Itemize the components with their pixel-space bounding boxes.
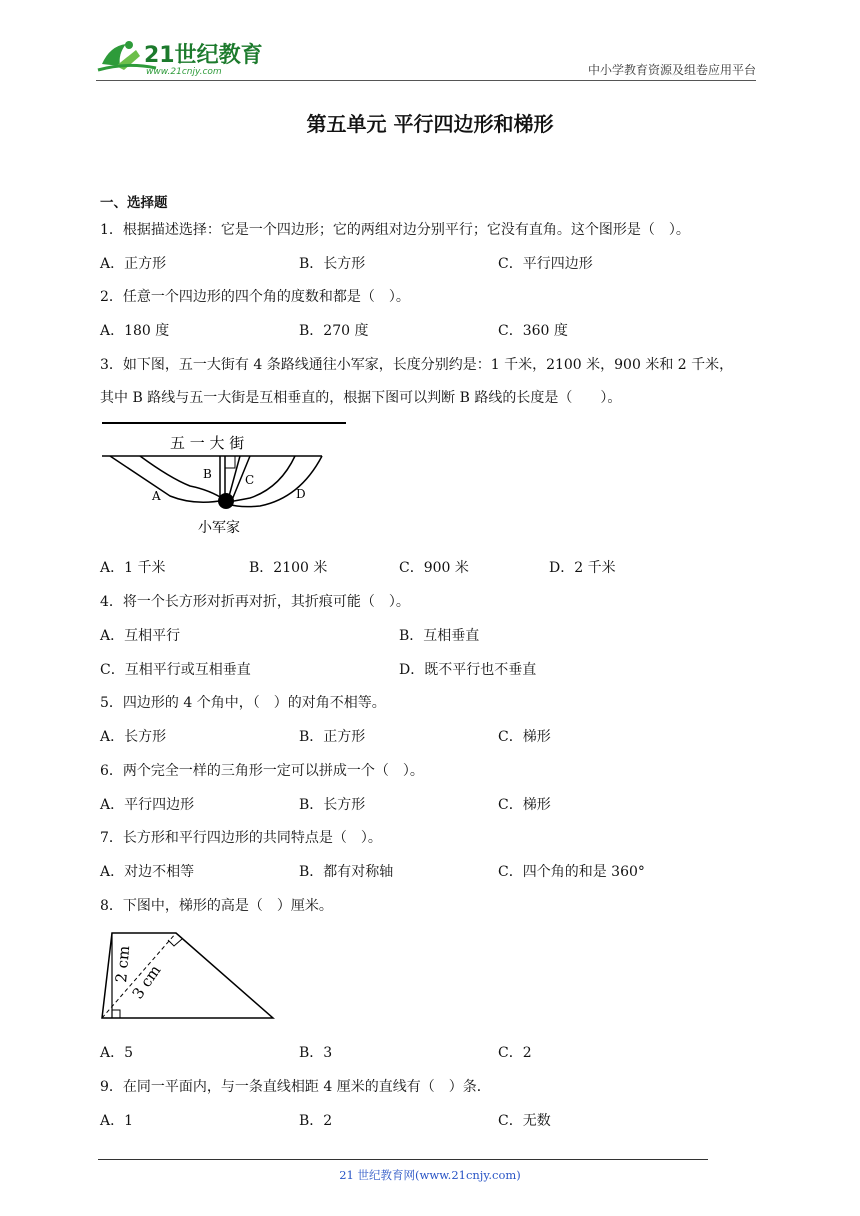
q8-option-c[interactable]: C．2 [498,1045,532,1061]
q4-option-c[interactable]: C．互相平行或互相垂直 [100,662,251,678]
q7-option-b[interactable]: B．都有对称轴 [299,864,394,880]
q6-option-a[interactable]: A．平行四边形 [100,797,195,813]
q4-option-d[interactable]: D．既不平行也不垂直 [399,662,537,678]
svg-text:B: B [203,467,212,481]
q9-option-b[interactable]: B．2 [299,1113,333,1129]
question-7-stem: 7．长方形和平行四边形的共同特点是（ ）。 [100,830,382,846]
q8-option-b[interactable]: B．3 [299,1045,333,1061]
svg-text:D: D [296,487,306,501]
question-4-stem: 4．将一个长方形对折再对折，其折痕可能（ ）。 [100,594,410,610]
q8-option-a[interactable]: A．5 [100,1045,134,1061]
question-9-stem: 9．在同一平面内，与一条直线相距 4 厘米的直线有（ ）条． [100,1079,491,1095]
footer-divider [98,1159,708,1160]
q3-option-b[interactable]: B．2100 米 [249,560,328,576]
section-heading: 一、选择题 [100,195,168,211]
question-3-stem-line1: 3．如下图，五一大街有 4 条路线通往小军家，长度分别约是：1 千米，2100 米，900 米和 2 千米， [100,357,734,373]
site-logo [96,36,266,78]
platform-name: 中小学教育资源及组卷应用平台 [587,63,756,77]
svg-text:3 cm: 3 cm [128,961,165,1003]
q9-option-c[interactable]: C．无数 [498,1113,551,1129]
page-title: 第五单元 平行四边形和梯形 [306,112,554,136]
question-8-stem: 8．下图中，梯形的高是（ ）厘米。 [100,898,333,914]
q2-option-c[interactable]: C．360 度 [498,323,568,339]
svg-text:A: A [152,489,161,503]
q7-option-a[interactable]: A．对边不相等 [100,864,195,880]
question-1-stem: 1．根据描述选择：它是一个四边形；它的两组对边分别平行；它没有直角。这个图形是（ ）。 [100,222,690,238]
q5-option-c[interactable]: C．梯形 [498,729,551,745]
q3-option-a[interactable]: A．1 千米 [100,560,166,576]
svg-text:C: C [245,473,255,487]
q4-option-a[interactable]: A．互相平行 [100,628,181,644]
q1-option-b[interactable]: B．长方形 [299,256,366,272]
q2-option-a[interactable]: A．180 度 [100,323,170,339]
q5-option-b[interactable]: B．正方形 [299,729,366,745]
svg-text:五 一 大 街: 五 一 大 街 [170,434,245,452]
q9-option-a[interactable]: A．1 [100,1113,134,1129]
svg-text:21世纪教育: 21世纪教育 [144,43,263,68]
q3-option-c[interactable]: C．900 米 [399,560,469,576]
q6-option-c[interactable]: C．梯形 [498,797,551,813]
question-2-stem: 2．任意一个四边形的四个角的度数和都是（ ）。 [100,289,410,305]
svg-text:2 cm: 2 cm [112,944,134,984]
svg-text:www.21cnjy.com: www.21cnjy.com [146,67,222,77]
q4-option-b[interactable]: B．互相垂直 [399,628,480,644]
footer-link[interactable]: 21 世纪教育网(www.21cnjy.com) [339,1168,521,1182]
header-divider [96,80,756,81]
question-3-stem-line2: 其中 B 路线与五一大街是互相垂直的，根据下图可以判断 B 路线的长度是（ ）。 [100,390,622,406]
svg-text:小军家: 小军家 [198,520,240,536]
q7-option-c[interactable]: C．四个角的和是 360° [498,864,645,880]
q1-option-c[interactable]: C．平行四边形 [498,256,593,272]
trapezoid-figure [98,928,278,1024]
question-6-stem: 6．两个完全一样的三角形一定可以拼成一个（ ）。 [100,763,424,779]
q1-option-a[interactable]: A．正方形 [100,256,167,272]
q3-option-d[interactable]: D．2 千米 [549,560,616,576]
question-5-stem: 5．四边形的 4 个角中，（ ）的对角不相等。 [100,695,386,711]
q5-option-a[interactable]: A．长方形 [100,729,167,745]
q6-option-b[interactable]: B．长方形 [299,797,366,813]
q2-option-b[interactable]: B．270 度 [299,323,369,339]
street-route-figure [100,418,350,540]
